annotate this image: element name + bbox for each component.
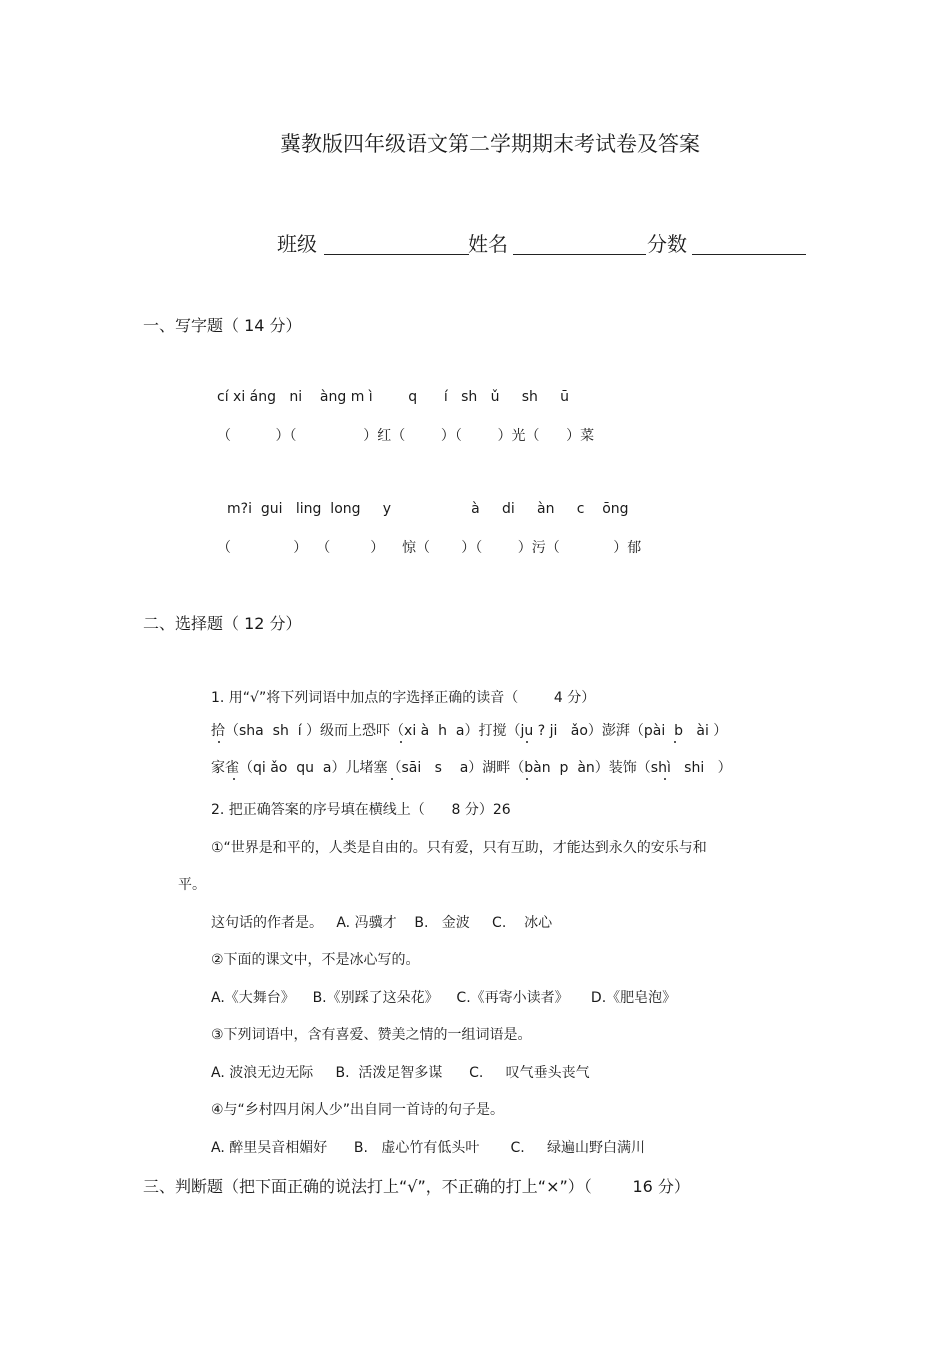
name-blank-line xyxy=(513,254,646,255)
answer-blanks-row-2: （ ） （ ） 惊（ ）（ ）污（ ）郁 xyxy=(217,540,642,556)
name-label: 姓名 xyxy=(468,232,508,256)
pinyin-row-1: cí xi áng ni àng m ì q í sh ǔ sh ū xyxy=(217,389,570,405)
answer-blanks-row-1: （ ）（ ）红（ ）（ ）光（ ）菜 xyxy=(217,428,595,444)
section-3-heading: 三、判断题（把下面正确的说法打上“√”，不正确的打上“×”）（ 16 分） xyxy=(143,1177,690,1196)
emphasis-dot xyxy=(218,741,220,743)
question-1-line-1: 拾（sha sh í ）级而上恐吓（xi à h a）打搅（ju ? ji ǎo）澎湃（pài b ài ） xyxy=(211,723,728,739)
section-1-heading: 一、写字题（ 14 分） xyxy=(143,316,302,335)
question-2-2-text: ②下面的课文中，不是冰心写的。 xyxy=(211,952,420,968)
score-blank-line xyxy=(692,254,806,255)
emphasis-dot xyxy=(400,741,402,743)
question-2-2-options: A.《大舞台》 B.《别踩了这朵花》 C.《再寄小读者》 D.《肥皂泡》 xyxy=(211,990,677,1006)
question-2-title: 2. 把正确答案的序号填在横线上（ 8 分）26 xyxy=(211,802,511,818)
question-2-1-text: ①“世界是和平的，人类是自由的。只有爱，只有互助，才能达到永久的安乐与和 xyxy=(211,840,707,856)
question-1-title: 1. 用“√”将下列词语中加点的字选择正确的读音（ 4 分） xyxy=(211,690,596,706)
class-label: 班级 xyxy=(277,232,317,256)
page-title: 冀教版四年级语文第二学期期末考试卷及答案 xyxy=(280,132,700,156)
emphasis-dot xyxy=(526,741,528,743)
emphasis-dot xyxy=(674,741,676,743)
question-2-1-options: 这句话的作者是。 A. 冯骥才 B. 金波 C. 冰心 xyxy=(211,915,553,931)
question-2-3-text: ③下列词语中，含有喜爱、赞美之情的一组词语是。 xyxy=(211,1027,532,1043)
class-blank-line xyxy=(324,254,469,255)
question-2-4-text: ④与“乡村四月闲人少”出自同一首诗的句子是。 xyxy=(211,1102,505,1118)
pinyin-row-2: m?i gui ling long y à di àn c ōng xyxy=(227,501,629,517)
score-label: 分数 xyxy=(647,232,687,256)
emphasis-dot xyxy=(526,778,528,780)
question-2-4-options: A. 醉里吴音相媚好 B. 虚心竹有低头叶 C. 绿遍山野白满川 xyxy=(211,1140,645,1156)
emphasis-dot xyxy=(391,778,393,780)
question-1-line-2: 家雀（qi ǎo qu a）儿堵塞（sāi s a）湖畔（bàn p àn）装饰（shì shi ） xyxy=(211,760,732,776)
emphasis-dot xyxy=(664,778,666,780)
question-2-3-options: A. 波浪无边无际 B. 活泼足智多谋 C. 叹气垂头丧气 xyxy=(211,1065,590,1081)
question-2-1-text-cont: 平。 xyxy=(178,877,206,893)
emphasis-dot xyxy=(233,778,235,780)
section-2-heading: 二、选择题（ 12 分） xyxy=(143,614,302,633)
